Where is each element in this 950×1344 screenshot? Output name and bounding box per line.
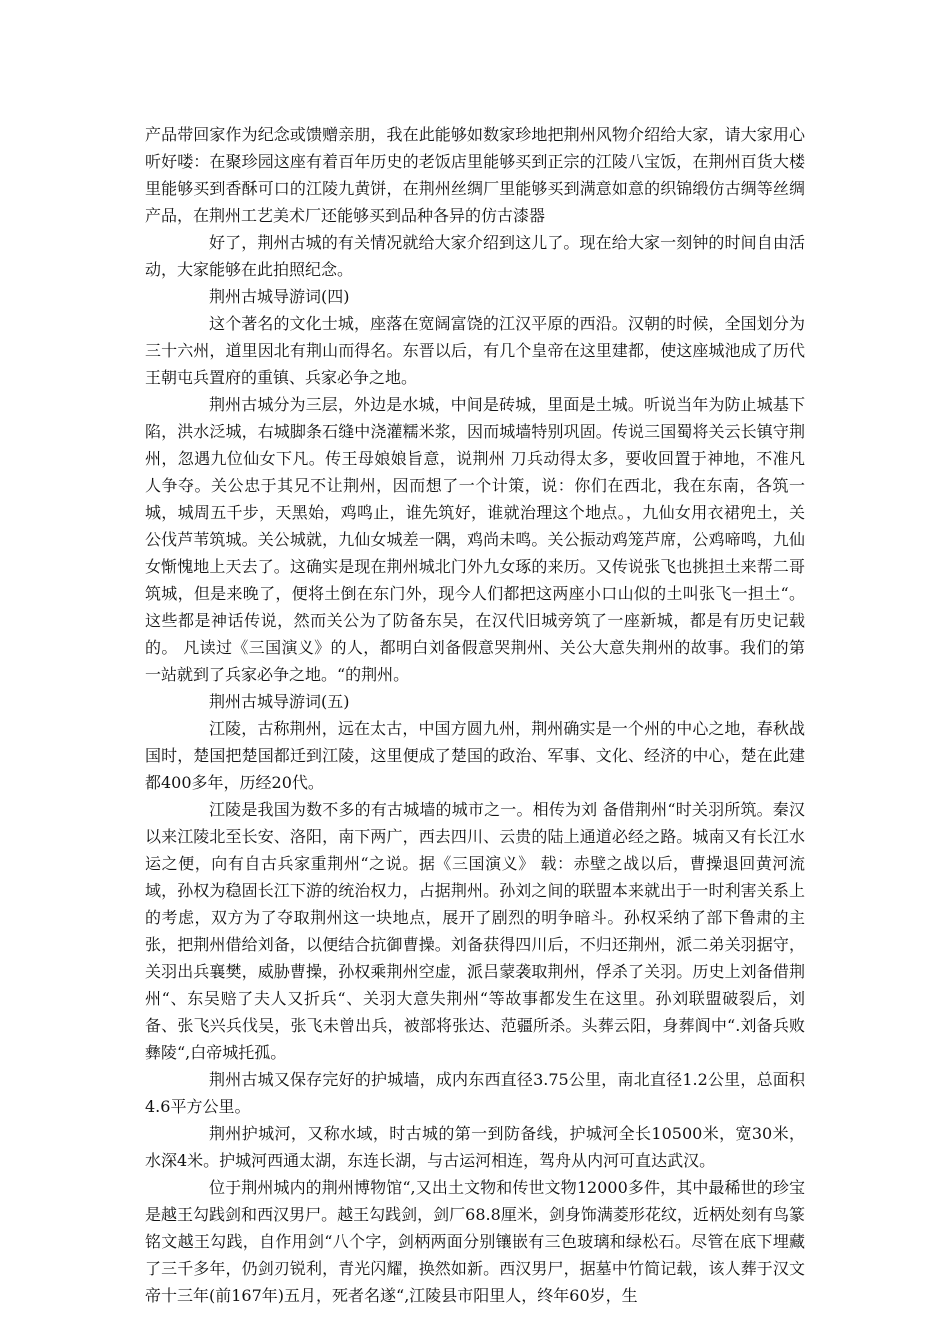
paragraph: 这个著名的文化士城，座落在宽阔富饶的江汉平原的西沿。汉朝的时候，全国划分为三十六州，道里因北有荆山而得名。东晋以后，有几个皇帝在这里建都，使这座城池成了历代王朝屯兵置府的重镇、兵家必争之地。: [145, 314, 805, 387]
section-heading: 荆州古城导游词(四): [209, 287, 350, 306]
document-body: [145, 121, 805, 1309]
section-heading: 荆州古城导游词(五): [209, 692, 350, 711]
paragraph: 江陵，古称荆州，远在太古，中国方圆九州，荆州确实是一个州的中心之地，春秋战国时，楚国把楚国都迁到江陵，这里便成了楚国的政治、军事、文化、经济的中心，楚在此建都400多年，历经20代。: [145, 719, 805, 792]
paragraph: 好了，荆州古城的有关情况就给大家介绍到这儿了。现在给大家一刻钟的时间自由活动，大家能够在此拍照纪念。: [145, 233, 805, 279]
paragraph: 位于荆州城内的荆州博物馆“,又出土文物和传世文物12000多件，其中最稀世的珍宝是越王勾践剑和西汉男尸。越王勾践剑，剑厂68.8厘米，剑身饰满菱形花纹，近柄处刻有鸟篆铭文越王勾践，自作用剑“八个字，剑柄两面分别镶嵌有三色玻璃和绿松石。尽管在底下埋藏了三千多年，仍剑刃锐利，青光闪耀，换然如新。西汉男尸，据墓中竹简记载，该人葬于汉文帝十三年(前167年)五月，死者名遂“,江陵县市阳里人，终年60岁，生: [145, 1178, 805, 1305]
paragraph: 荆州古城又保存完好的护城墙，成内东西直径3.75公里，南北直径1.2公里，总面积4.6平方公里。: [145, 1070, 805, 1116]
paragraph: 荆州古城分为三层，外边是水城，中间是砖城，里面是土城。听说当年为防止城基下陷，洪水泛城，右城脚条石缝中浇灌糯米浆，因而城墙特别巩固。传说三国蜀将关云长镇守荆州，忽遇九位仙女下凡。传王母娘娘旨意，说荆州 刀兵动得太多，要收回置于神地，不准凡人争夺。关公忠于其兄不让荆州，因而想了一个计策，说：你们在西北，我在东南，各筑一城，城周五千步，天黑始，鸡鸣止，谁先筑好，谁就治理这个地点。，九仙女用衣裙兜土，关公伐芦苇筑城。关公城就，九仙女城差一隅，鸡尚未鸣。关公振动鸡笼芦席，公鸡啼鸣，九仙女惭愧地上天去了。这确实是现在荆州城北门外九女琢的来历。又传说张飞也挑担土来帮二哥筑城，但是来晚了，便将土倒在东门外，现今人们都把这两座小口山似的土叫张飞一担土“。这些都是神话传说，然而关公为了防备东吴，在汉代旧城旁筑了一座新城，都是有历史记载的。 凡读过《三国演义》的人，都明白刘备假意哭荆州、关公大意失荆州的故事。我们的第一站就到了兵家必争之地。“的荆州。: [145, 395, 805, 684]
paragraph: 荆州护城河，又称水域，时古城的第一到防备线，护城河全长10500米，宽30米，水深4米。护城河西通太湖，东连长湖，与古运河相连，驾舟从内河可直达武汉。: [145, 1124, 805, 1170]
paragraph: 产品带回家作为纪念或馈赠亲朋，我在此能够如数家珍地把荆州风物介绍给大家，请大家用心听好喽：在聚珍园这座有着百年历史的老饭店里能够买到正宗的江陵八宝饭，在荆州百货大楼里能够买到香酥可口的江陵九黄饼，在荆州丝绸厂里能够买到满意如意的织锦缎仿古绸等丝绸产品，在荆州工艺美术厂还能够买到品种各异的仿古漆器: [145, 125, 805, 225]
paragraph: 江陵是我国为数不多的有古城墙的城市之一。相传为刘 备借荆州“时关羽所筑。秦汉以来江陵北至长安、洛阳，南下两广，西去四川、云贵的陆上通道必经之路。城南又有长江水运之便，向有自古兵家重荆州“之说。据《三国演义》 载：赤壁之战以后，曹操退回黄河流域，孙权为稳固长江下游的统治权力，占据荆州。孙刘之间的联盟本来就出于一时利害关系上的考虑，双方为了夺取荆州这一块地点，展开了剧烈的明争暗斗。孙权采纳了部下鲁肃的主张，把荆州借给刘备，以便结合抗御曹操。刘备获得四川后，不归还荆州，派二弟关羽据守，关羽出兵襄樊，威胁曹操，孙权乘荆州空虚，派吕蒙袭取荆州，俘杀了关羽。历史上刘备借荆州“、东吴赔了夫人又折兵“、关羽大意失荆州“等故事都发生在这里。孙刘联盟破裂后，刘备、张飞兴兵伐吴，张飞未曾出兵，被部将张达、范疆所杀。头葬云阳，身葬阆中“.刘备兵败彝陵“,白帝城托孤。: [145, 800, 805, 1062]
